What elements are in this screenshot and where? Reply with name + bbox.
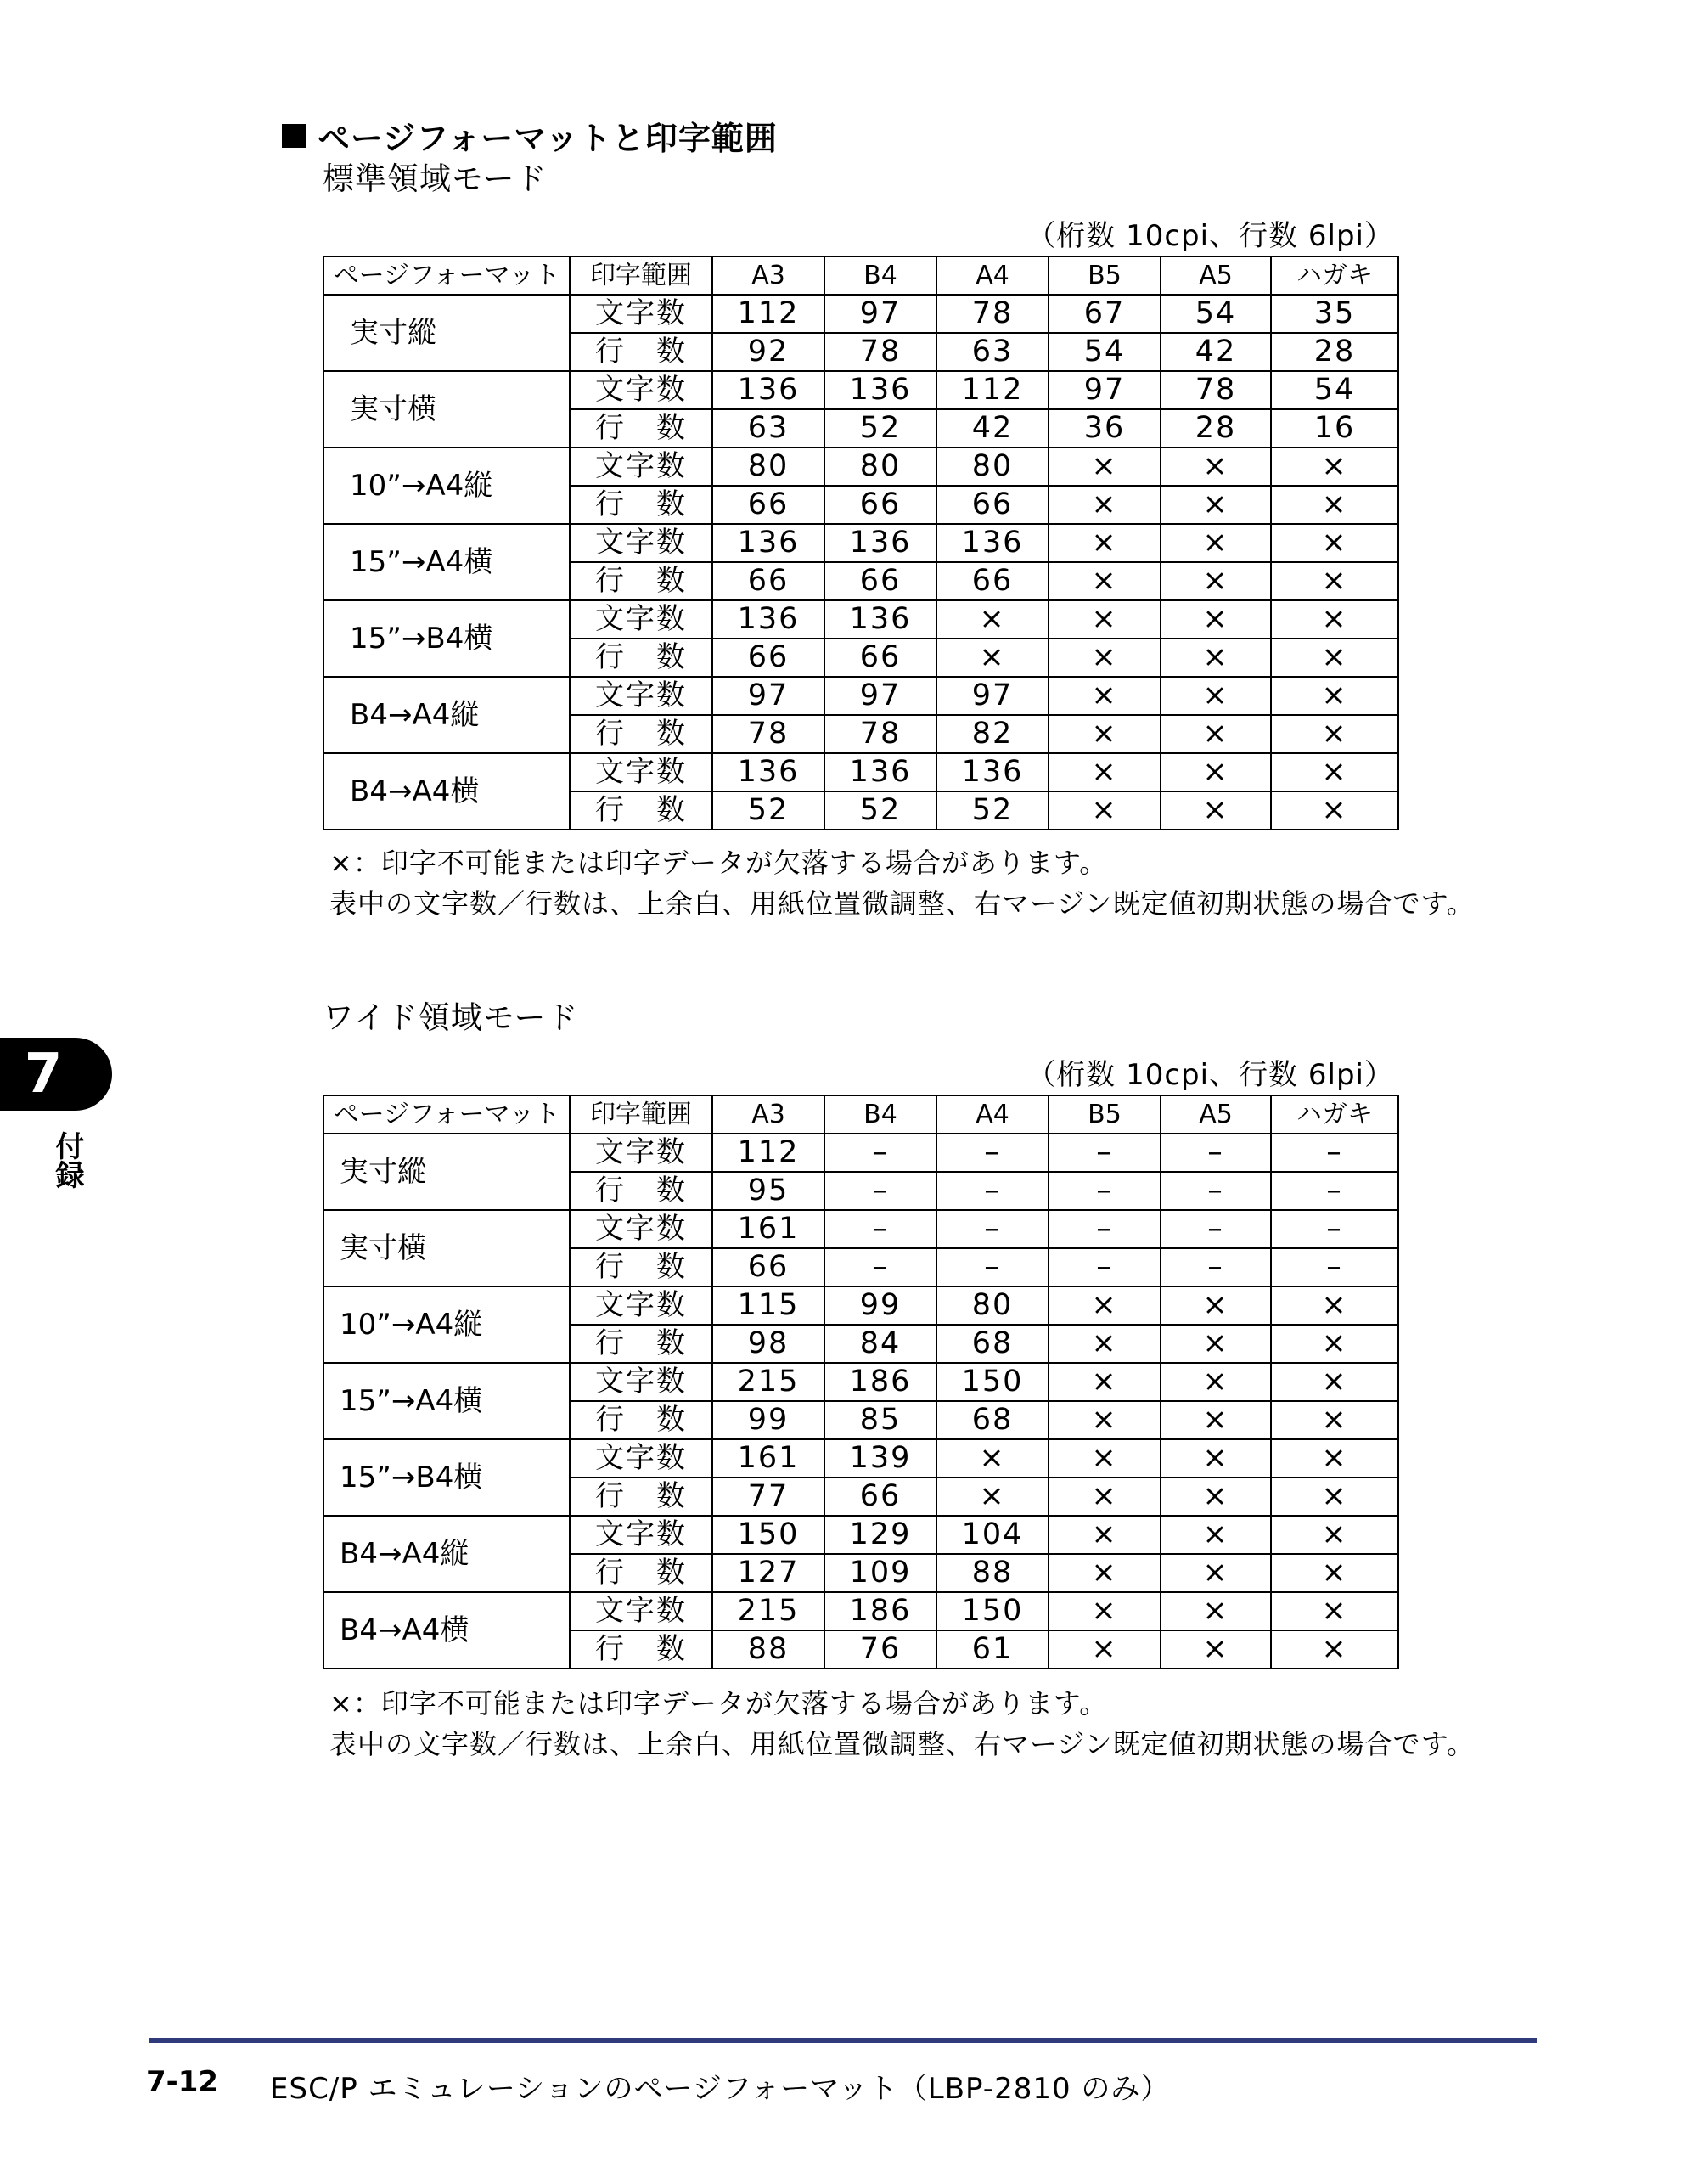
table-row — [323, 1286, 1398, 1325]
row-label-chars: 文字数 — [570, 1516, 712, 1554]
value-cell: 150 — [936, 1363, 1049, 1401]
value-cell: × — [1049, 1401, 1161, 1439]
value-cell: – — [1271, 1248, 1398, 1286]
footer-rule — [149, 2038, 1537, 2043]
section-title — [282, 112, 778, 159]
row-label-lines: 行 数 — [570, 333, 712, 371]
row-label-chars: 文字数 — [570, 1363, 712, 1401]
value-cell: × — [1049, 447, 1161, 486]
row-label-chars: 文字数 — [570, 1134, 712, 1172]
value-cell: 52 — [824, 409, 936, 447]
value-cell: × — [1161, 1363, 1271, 1401]
value-cell: 99 — [824, 1286, 936, 1325]
row-label-lines: 行 数 — [570, 1630, 712, 1669]
value-cell: 78 — [712, 715, 824, 753]
value-cell: × — [1271, 1401, 1398, 1439]
value-cell: 186 — [824, 1592, 936, 1630]
format-cell: 10”→A4縦 — [323, 1286, 570, 1363]
value-cell: × — [1049, 753, 1161, 791]
value-cell: 63 — [712, 409, 824, 447]
value-cell: – — [936, 1134, 1049, 1172]
row-label-chars: 文字数 — [570, 524, 712, 562]
value-cell: 52 — [824, 791, 936, 830]
value-cell: 54 — [1049, 333, 1161, 371]
value-cell: 88 — [712, 1630, 824, 1669]
value-cell: 77 — [712, 1478, 824, 1516]
value-cell: – — [1049, 1248, 1161, 1286]
value-cell: 68 — [936, 1325, 1049, 1363]
value-cell: × — [1161, 1592, 1271, 1630]
value-cell: – — [1049, 1134, 1161, 1172]
value-cell: 16 — [1271, 409, 1398, 447]
value-cell: 66 — [712, 639, 824, 677]
value-cell: 136 — [712, 753, 824, 791]
footnote-line: ×：印字不可能または印字データが欠落する場合があります。 — [329, 847, 1108, 879]
value-cell: 97 — [1049, 371, 1161, 409]
chapter-tab[interactable] — [0, 1038, 112, 1111]
value-cell: 66 — [712, 486, 824, 524]
value-cell: × — [1271, 1516, 1398, 1554]
footnote-line: 表中の文字数／行数は、上余白、用紙位置微調整、右マージン既定値初期状態の場合です。 — [329, 887, 1476, 920]
value-cell: 66 — [936, 562, 1049, 600]
value-cell: 66 — [712, 1248, 824, 1286]
value-cell: × — [1271, 1439, 1398, 1478]
value-cell: × — [1271, 715, 1398, 753]
value-cell: × — [936, 1478, 1049, 1516]
format-cell: 15”→B4横 — [323, 1439, 570, 1516]
value-cell: – — [1271, 1134, 1398, 1172]
value-cell: 66 — [824, 639, 936, 677]
row-label-chars: 文字数 — [570, 295, 712, 333]
value-cell: × — [1161, 677, 1271, 715]
format-cell: B4→A4縦 — [323, 677, 570, 753]
value-cell: 35 — [1271, 295, 1398, 333]
value-cell: 54 — [1161, 295, 1271, 333]
value-cell: × — [1161, 715, 1271, 753]
value-cell: 95 — [712, 1172, 824, 1210]
value-cell: 66 — [712, 562, 824, 600]
standard-table-note: （桁数 10cpi、行数 6lpi） — [1026, 219, 1394, 253]
value-cell: 63 — [936, 333, 1049, 371]
value-cell: × — [1161, 600, 1271, 639]
value-cell: 66 — [824, 486, 936, 524]
table-header-row — [323, 1095, 1398, 1134]
row-label-chars: 文字数 — [570, 1592, 712, 1630]
standard-footnotes — [329, 842, 1475, 924]
table-row — [323, 1210, 1398, 1248]
value-cell: × — [1271, 1478, 1398, 1516]
format-cell: B4→A4縦 — [323, 1516, 570, 1592]
row-label-chars: 文字数 — [570, 371, 712, 409]
value-cell: × — [1271, 1363, 1398, 1401]
value-cell: – — [1049, 1172, 1161, 1210]
column-header: A4 — [936, 1095, 1049, 1134]
square-bullet-icon — [282, 124, 306, 148]
value-cell: × — [1049, 1363, 1161, 1401]
value-cell: 136 — [824, 371, 936, 409]
footnote-line: ×：印字不可能または印字データが欠落する場合があります。 — [329, 1687, 1108, 1720]
table-row — [323, 677, 1398, 715]
value-cell: 52 — [712, 791, 824, 830]
value-cell: 136 — [824, 753, 936, 791]
value-cell: × — [1161, 447, 1271, 486]
value-cell: 186 — [824, 1363, 936, 1401]
value-cell: 66 — [824, 1478, 936, 1516]
value-cell: 97 — [712, 677, 824, 715]
value-cell: × — [1161, 1325, 1271, 1363]
value-cell: 136 — [936, 753, 1049, 791]
footer-title: ESC/P エミュレーションのページフォーマット（LBP-2810 のみ） — [270, 2072, 1171, 2106]
value-cell: × — [1049, 1478, 1161, 1516]
value-cell: 161 — [712, 1439, 824, 1478]
value-cell: 42 — [936, 409, 1049, 447]
row-label-lines: 行 数 — [570, 1401, 712, 1439]
value-cell: – — [824, 1134, 936, 1172]
value-cell: – — [1161, 1210, 1271, 1248]
value-cell: 109 — [824, 1554, 936, 1592]
value-cell: × — [1271, 1286, 1398, 1325]
value-cell: × — [1161, 1516, 1271, 1554]
value-cell: 112 — [712, 1134, 824, 1172]
value-cell: 85 — [824, 1401, 936, 1439]
value-cell: 67 — [1049, 295, 1161, 333]
column-header: ページフォーマット — [323, 1095, 570, 1134]
column-header: A3 — [712, 256, 824, 295]
table-row — [323, 295, 1398, 333]
value-cell: × — [1161, 524, 1271, 562]
value-cell: × — [1271, 639, 1398, 677]
column-header: 印字範囲 — [570, 256, 712, 295]
value-cell: 97 — [824, 295, 936, 333]
value-cell: × — [1049, 1439, 1161, 1478]
value-cell: 150 — [936, 1592, 1049, 1630]
column-header: A4 — [936, 256, 1049, 295]
value-cell: × — [1271, 753, 1398, 791]
value-cell: 97 — [936, 677, 1049, 715]
row-label-chars: 文字数 — [570, 1210, 712, 1248]
row-label-lines: 行 数 — [570, 409, 712, 447]
value-cell: 136 — [712, 524, 824, 562]
value-cell: 127 — [712, 1554, 824, 1592]
table-row — [323, 1516, 1398, 1554]
format-cell: 10”→A4縦 — [323, 447, 570, 524]
format-cell: 実寸縱 — [323, 295, 570, 371]
format-cell: B4→A4横 — [323, 1592, 570, 1669]
value-cell: × — [1049, 639, 1161, 677]
table-row — [323, 753, 1398, 791]
column-header: ハガキ — [1271, 256, 1398, 295]
value-cell: – — [1271, 1210, 1398, 1248]
value-cell: – — [824, 1172, 936, 1210]
value-cell: – — [936, 1248, 1049, 1286]
value-cell: 78 — [1161, 371, 1271, 409]
row-label-lines: 行 数 — [570, 1325, 712, 1363]
value-cell: × — [1049, 1286, 1161, 1325]
chapter-number: 7 — [24, 1043, 63, 1106]
row-label-chars: 文字数 — [570, 1439, 712, 1478]
value-cell: × — [1271, 524, 1398, 562]
value-cell: × — [936, 600, 1049, 639]
table-row — [323, 371, 1398, 409]
value-cell: 97 — [824, 677, 936, 715]
value-cell: – — [824, 1248, 936, 1286]
value-cell: 115 — [712, 1286, 824, 1325]
format-cell: 15”→A4横 — [323, 1363, 570, 1439]
column-header: B4 — [824, 256, 936, 295]
value-cell: × — [1049, 1592, 1161, 1630]
value-cell: 98 — [712, 1325, 824, 1363]
value-cell: 112 — [936, 371, 1049, 409]
page-number: 7-12 — [146, 2065, 219, 2099]
row-label-chars: 文字数 — [570, 447, 712, 486]
value-cell: 215 — [712, 1592, 824, 1630]
format-cell: 15”→B4横 — [323, 600, 570, 677]
value-cell: × — [1161, 1554, 1271, 1592]
value-cell: 161 — [712, 1210, 824, 1248]
value-cell: × — [1049, 486, 1161, 524]
value-cell: 28 — [1271, 333, 1398, 371]
value-cell: 92 — [712, 333, 824, 371]
value-cell: – — [1161, 1134, 1271, 1172]
format-cell: B4→A4横 — [323, 753, 570, 830]
row-label-chars: 文字数 — [570, 753, 712, 791]
value-cell: × — [1049, 791, 1161, 830]
row-label-chars: 文字数 — [570, 1286, 712, 1325]
value-cell: 84 — [824, 1325, 936, 1363]
value-cell: 76 — [824, 1630, 936, 1669]
value-cell: 66 — [824, 562, 936, 600]
footnote-line: 表中の文字数／行数は、上余白、用紙位置微調整、右マージン既定値初期状態の場合です。 — [329, 1728, 1476, 1760]
chapter-name: 付録 — [50, 1131, 84, 1189]
table-header-row — [323, 256, 1398, 295]
value-cell: – — [1271, 1172, 1398, 1210]
value-cell: 80 — [824, 447, 936, 486]
row-label-lines: 行 数 — [570, 486, 712, 524]
table-row — [323, 1439, 1398, 1478]
column-header: 印字範囲 — [570, 1095, 712, 1134]
row-label-chars: 文字数 — [570, 677, 712, 715]
value-cell: 68 — [936, 1401, 1049, 1439]
value-cell: × — [1161, 486, 1271, 524]
value-cell: 99 — [712, 1401, 824, 1439]
row-label-lines: 行 数 — [570, 562, 712, 600]
value-cell: × — [936, 639, 1049, 677]
value-cell: 66 — [936, 486, 1049, 524]
value-cell: 61 — [936, 1630, 1049, 1669]
value-cell: 129 — [824, 1516, 936, 1554]
value-cell: – — [824, 1210, 936, 1248]
value-cell: × — [1271, 486, 1398, 524]
column-header: A5 — [1161, 1095, 1271, 1134]
value-cell: × — [1049, 1554, 1161, 1592]
wide-footnotes — [329, 1683, 1475, 1765]
row-label-lines: 行 数 — [570, 791, 712, 830]
value-cell: 88 — [936, 1554, 1049, 1592]
value-cell: 78 — [936, 295, 1049, 333]
value-cell: 28 — [1161, 409, 1271, 447]
value-cell: 80 — [712, 447, 824, 486]
value-cell: 80 — [936, 447, 1049, 486]
column-header: B5 — [1049, 1095, 1161, 1134]
column-header: B4 — [824, 1095, 936, 1134]
value-cell: × — [1049, 1516, 1161, 1554]
value-cell: 78 — [824, 715, 936, 753]
row-label-lines: 行 数 — [570, 715, 712, 753]
value-cell: – — [936, 1210, 1049, 1248]
format-cell: 15”→A4横 — [323, 524, 570, 600]
value-cell: 215 — [712, 1363, 824, 1401]
column-header: A3 — [712, 1095, 824, 1134]
value-cell: × — [1049, 715, 1161, 753]
value-cell: 112 — [712, 295, 824, 333]
row-label-lines: 行 数 — [570, 1172, 712, 1210]
value-cell: 136 — [712, 371, 824, 409]
value-cell: 150 — [712, 1516, 824, 1554]
table-row — [323, 524, 1398, 562]
section-title-text: ページフォーマットと印字範囲 — [318, 120, 778, 157]
row-label-lines: 行 数 — [570, 1478, 712, 1516]
value-cell: × — [1049, 600, 1161, 639]
value-cell: 139 — [824, 1439, 936, 1478]
wide-mode-table — [323, 1095, 1399, 1669]
value-cell: × — [1161, 1439, 1271, 1478]
row-label-lines: 行 数 — [570, 639, 712, 677]
value-cell: 136 — [712, 600, 824, 639]
value-cell: × — [1271, 562, 1398, 600]
value-cell: 80 — [936, 1286, 1049, 1325]
value-cell: × — [1049, 1630, 1161, 1669]
standard-mode-table — [323, 256, 1399, 830]
value-cell: × — [1161, 753, 1271, 791]
value-cell: 52 — [936, 791, 1049, 830]
value-cell: × — [1271, 1592, 1398, 1630]
value-cell: × — [1161, 791, 1271, 830]
value-cell: 42 — [1161, 333, 1271, 371]
value-cell: 82 — [936, 715, 1049, 753]
standard-mode-label: 標準領域モード — [323, 160, 548, 197]
value-cell: 136 — [824, 524, 936, 562]
value-cell: × — [1271, 600, 1398, 639]
column-header: B5 — [1049, 256, 1161, 295]
value-cell: × — [1161, 562, 1271, 600]
value-cell: 136 — [936, 524, 1049, 562]
format-cell: 実寸縱 — [323, 1134, 570, 1210]
table-row — [323, 1363, 1398, 1401]
value-cell: – — [936, 1172, 1049, 1210]
value-cell: × — [1271, 1630, 1398, 1669]
value-cell: × — [1049, 524, 1161, 562]
value-cell: × — [1271, 447, 1398, 486]
value-cell: × — [1271, 791, 1398, 830]
row-label-lines: 行 数 — [570, 1248, 712, 1286]
table-row — [323, 447, 1398, 486]
value-cell: × — [1049, 562, 1161, 600]
table-row — [323, 600, 1398, 639]
value-cell: – — [1049, 1210, 1161, 1248]
value-cell: × — [1271, 677, 1398, 715]
value-cell: 104 — [936, 1516, 1049, 1554]
format-cell: 実寸横 — [323, 371, 570, 447]
wide-mode-label: ワイド領域モード — [323, 999, 579, 1036]
value-cell: × — [1161, 639, 1271, 677]
value-cell: × — [1049, 1325, 1161, 1363]
value-cell: × — [1161, 1478, 1271, 1516]
wide-table-note: （桁数 10cpi、行数 6lpi） — [1026, 1058, 1394, 1092]
value-cell: × — [1271, 1325, 1398, 1363]
table-row — [323, 1592, 1398, 1630]
format-cell: 実寸横 — [323, 1210, 570, 1286]
value-cell: × — [1049, 677, 1161, 715]
value-cell: × — [1161, 1401, 1271, 1439]
row-label-lines: 行 数 — [570, 1554, 712, 1592]
value-cell: – — [1161, 1172, 1271, 1210]
value-cell: – — [1161, 1248, 1271, 1286]
value-cell: × — [1161, 1286, 1271, 1325]
column-header: ページフォーマット — [323, 256, 570, 295]
value-cell: 54 — [1271, 371, 1398, 409]
value-cell: 136 — [824, 600, 936, 639]
value-cell: × — [1271, 1554, 1398, 1592]
row-label-chars: 文字数 — [570, 600, 712, 639]
column-header: A5 — [1161, 256, 1271, 295]
column-header: ハガキ — [1271, 1095, 1398, 1134]
value-cell: × — [936, 1439, 1049, 1478]
value-cell: × — [1161, 1630, 1271, 1669]
value-cell: 36 — [1049, 409, 1161, 447]
value-cell: 78 — [824, 333, 936, 371]
table-row — [323, 1134, 1398, 1172]
